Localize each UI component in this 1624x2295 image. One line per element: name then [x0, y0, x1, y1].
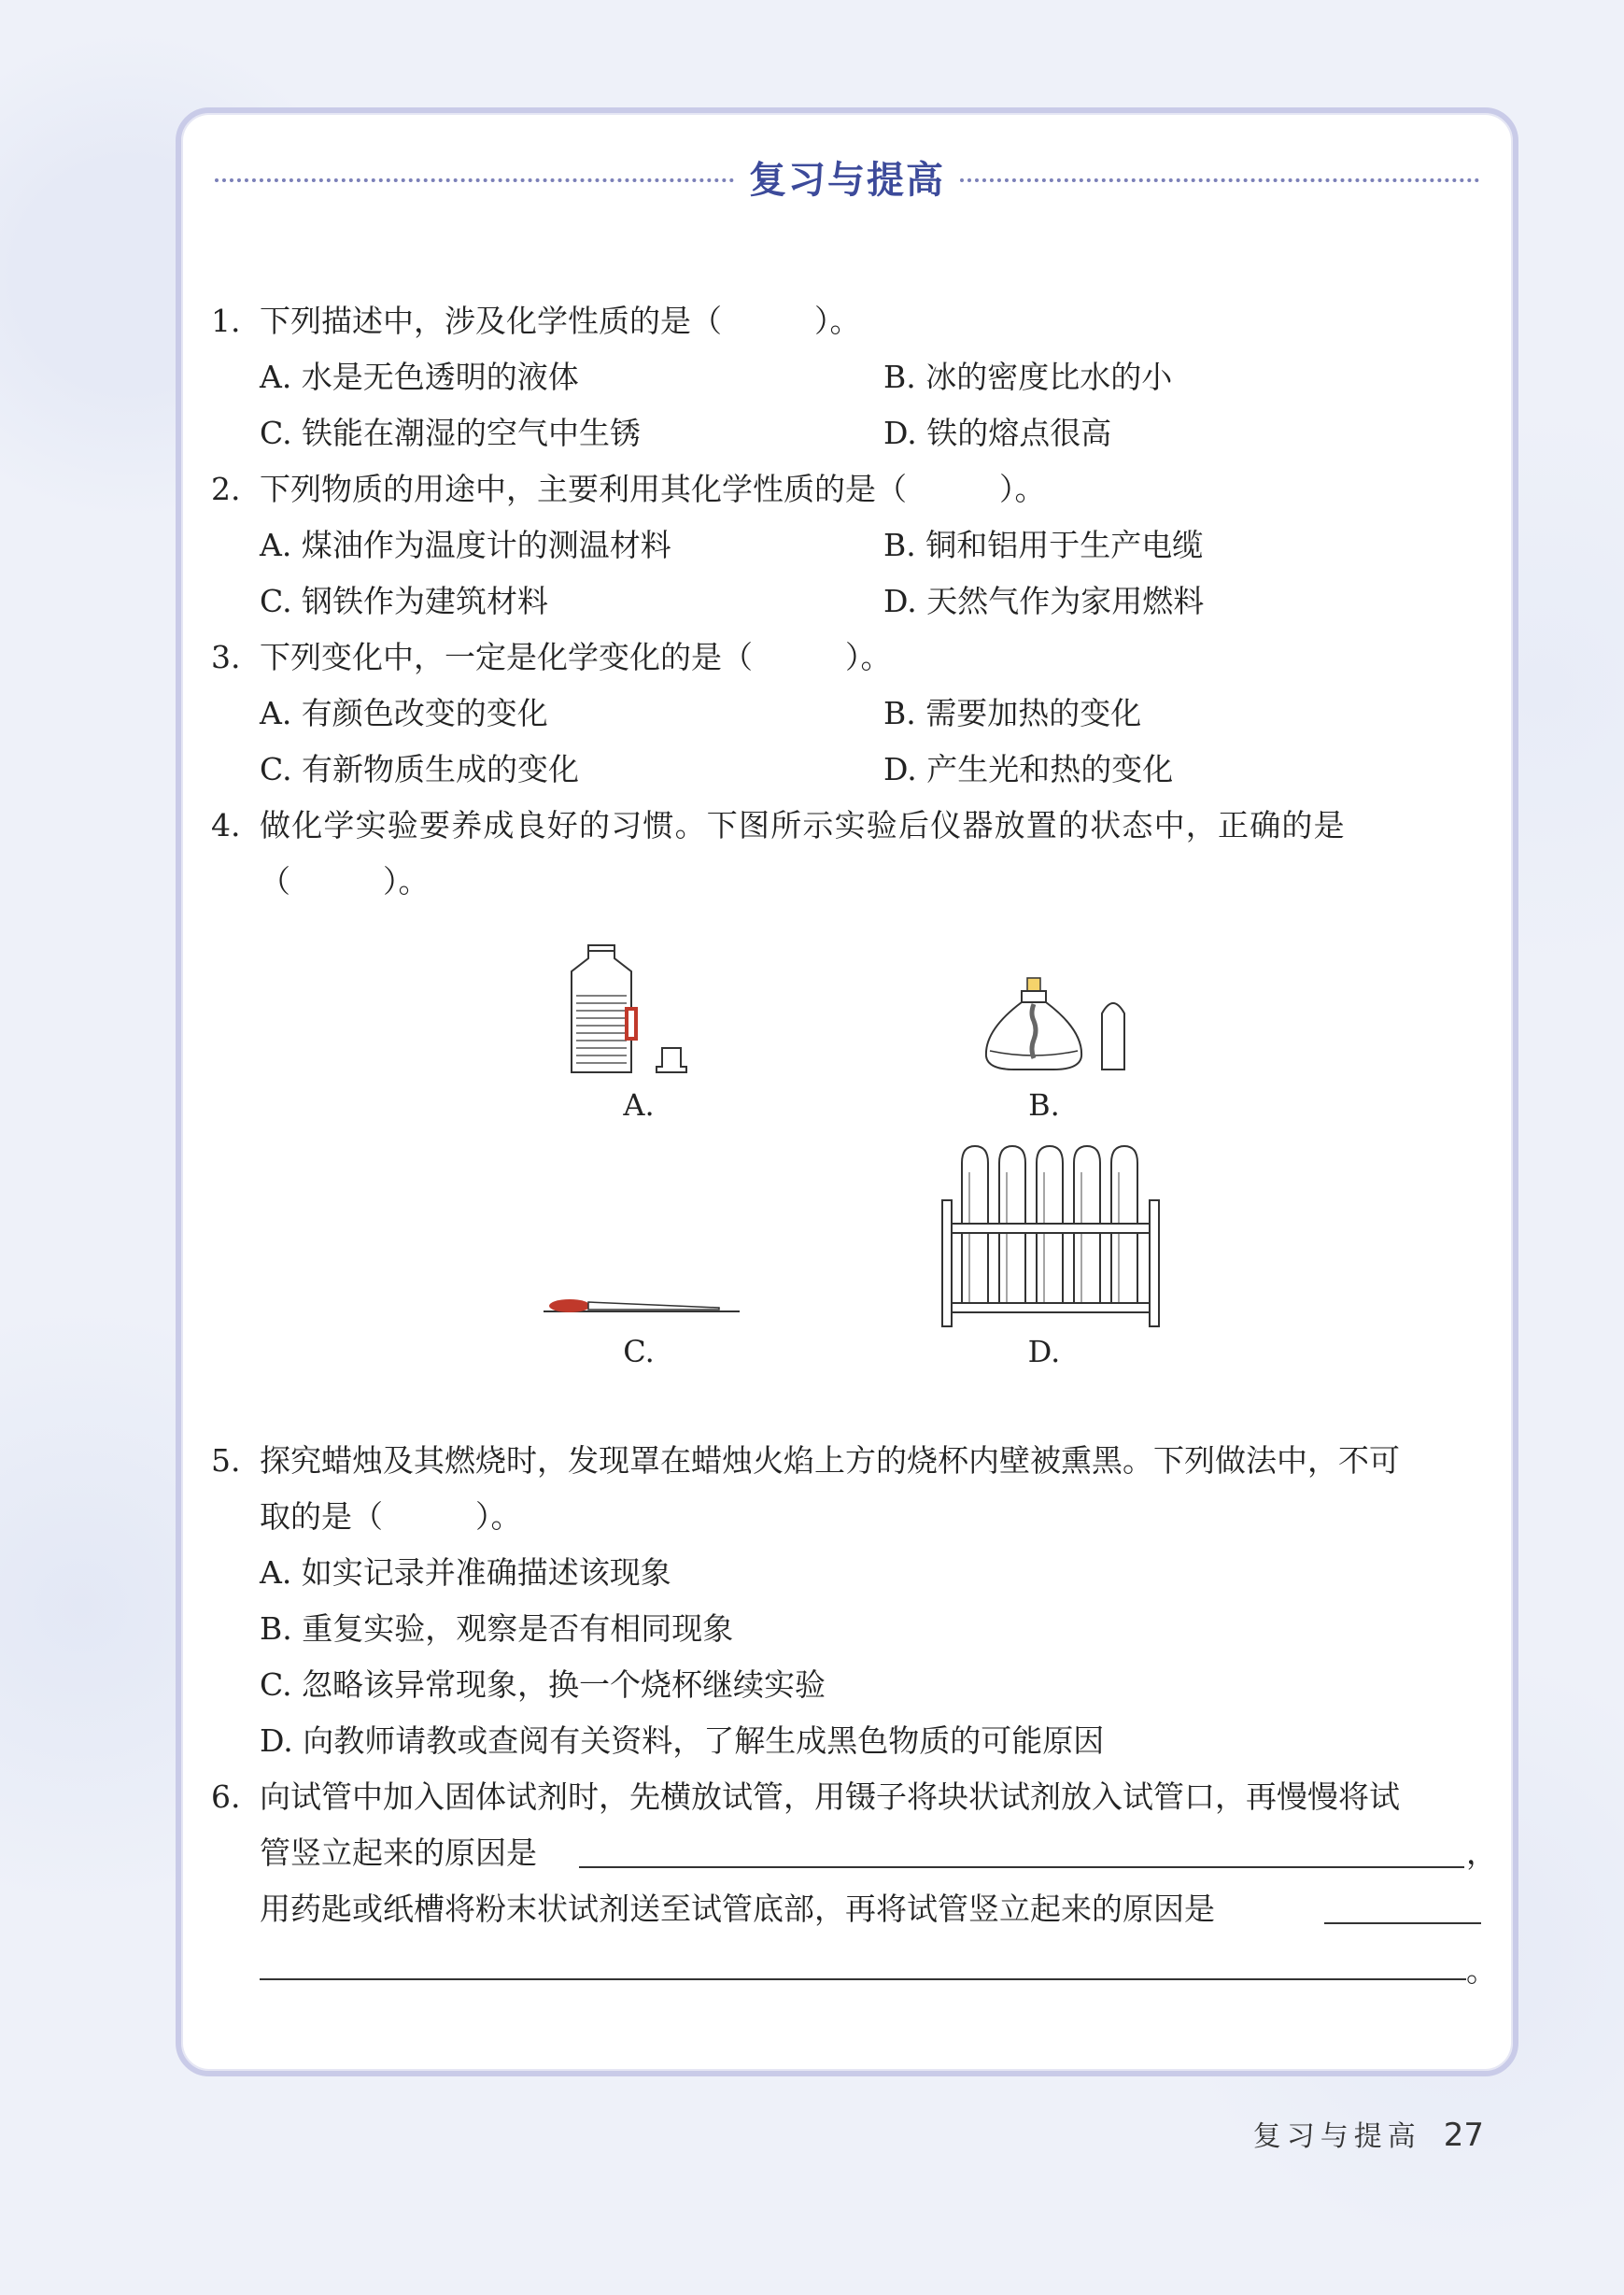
alcohol-lamp-figure — [981, 976, 1139, 1079]
page-number: 27 — [1443, 2117, 1484, 2154]
question-number: 1. — [211, 303, 241, 339]
question-number: 2. — [211, 471, 241, 507]
footer-section-name: 复习与提高 — [1252, 2120, 1421, 2153]
q1-option-a: A. 水是无色透明的液体 — [260, 359, 579, 395]
question-1-stem: 下列描述中，涉及化学性质的是（ ）。 — [260, 303, 861, 339]
section-title: 复习与提高 — [749, 159, 945, 202]
question-number: 5. — [211, 1442, 241, 1479]
figure-label-d: D. — [1027, 1334, 1061, 1369]
question-4-stem: 做化学实验要养成良好的习惯。下图所示实验后仪器放置的状态中，正确的是 — [260, 807, 1346, 843]
question-number: 4. — [211, 807, 241, 843]
answer-blank-2-cont[interactable] — [260, 1978, 1466, 1980]
question-3-stem: 下列变化中，一定是化学变化的是（ ）。 — [260, 639, 892, 675]
q5-option-a: A. 如实记录并准确描述该现象 — [260, 1554, 671, 1591]
reagent-bottle-figure — [565, 943, 705, 1074]
q5-option-d: D. 向教师请教或查阅有关资料，了解生成黑色物质的可能原因 — [260, 1722, 1105, 1759]
test-tube-rack-figure — [939, 1144, 1163, 1326]
page-footer — [1253, 2113, 1484, 2154]
answer-blank-1-comma: ， — [1466, 1835, 1497, 1871]
q3-option-c: C. 有新物质生成的变化 — [260, 751, 580, 787]
question-number: 3. — [211, 639, 241, 675]
answer-blank-2[interactable] — [1324, 1922, 1481, 1924]
q5-option-b: B. 重复实验，观察是否有相同现象 — [260, 1610, 734, 1647]
figure-label-b: B. — [1028, 1087, 1060, 1123]
q1-option-b: B. 冰的密度比水的小 — [883, 359, 1173, 395]
q1-option-d: D. 铁的熔点很高 — [883, 415, 1112, 451]
q3-option-b: B. 需要加热的变化 — [883, 695, 1142, 731]
figure-label-c: C. — [623, 1334, 655, 1369]
q2-option-c: C. 钢铁作为建筑材料 — [260, 583, 549, 619]
dropper-figure — [542, 1289, 747, 1317]
question-5-stem: 探究蜡烛及其燃烧时，发现罩在蜡烛火焰上方的烧杯内壁被熏黑。下列做法中，不可 — [260, 1442, 1400, 1479]
q3-option-d: D. 产生光和热的变化 — [883, 751, 1174, 787]
q2-option-b: B. 铜和铝用于生产电缆 — [883, 527, 1204, 563]
figure-label-a: A. — [623, 1087, 655, 1123]
question-4-stem-cont: （ ）。 — [260, 863, 430, 900]
q5-option-c: C. 忽略该异常现象，换一个烧杯继续实验 — [260, 1666, 826, 1703]
q1-option-c: C. 铁能在潮湿的空气中生锈 — [260, 415, 642, 451]
q2-option-a: A. 煤油作为温度计的测温材料 — [260, 527, 671, 563]
q2-option-d: D. 天然气作为家用燃料 — [883, 583, 1205, 619]
question-6-stem: 向试管中加入固体试剂时，先横放试管，用镊子将块状试剂放入试管口，再慢慢将试 — [260, 1778, 1400, 1815]
answer-blank-1[interactable] — [579, 1866, 1464, 1868]
header-divider-right — [960, 178, 1479, 182]
question-2-stem: 下列物质的用途中，主要利用其化学性质的是（ ）。 — [260, 471, 1046, 507]
section-header — [215, 150, 1479, 206]
question-number: 6. — [211, 1778, 241, 1815]
question-6-stem-part2: 用药匙或纸槽将粉末状试剂送至试管底部，再将试管竖立起来的原因是 — [260, 1891, 1215, 1927]
q3-option-a: A. 有颜色改变的变化 — [260, 695, 548, 731]
answer-blank-2-period: 。 — [1466, 1952, 1497, 1989]
question-5-stem-cont: 取的是（ ）。 — [260, 1498, 522, 1535]
question-6-stem-cont: 管竖立起来的原因是 — [260, 1835, 537, 1871]
